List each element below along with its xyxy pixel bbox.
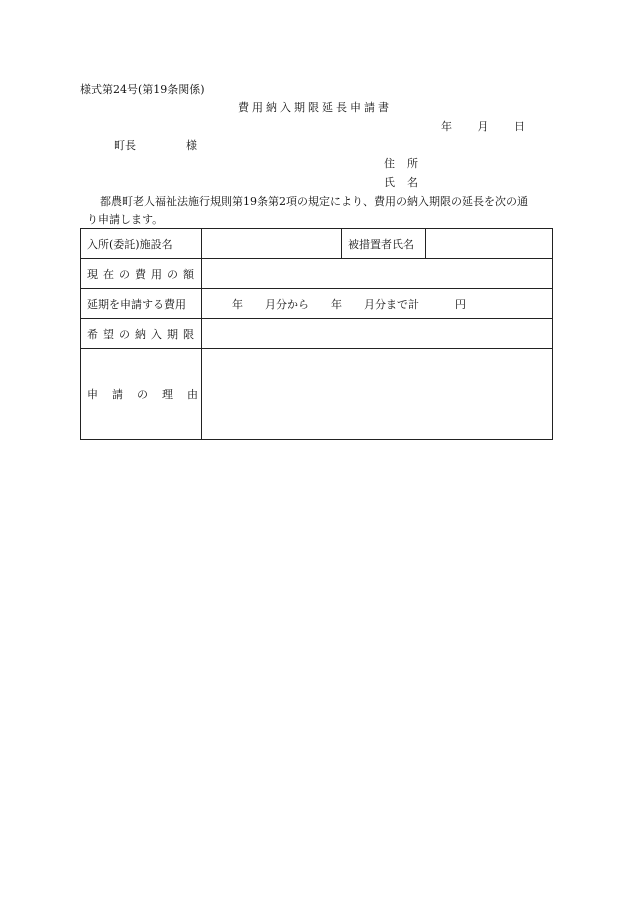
reason-field[interactable] <box>202 349 553 440</box>
extension-field[interactable] <box>202 289 553 319</box>
applicant-name-label: 氏名 <box>384 176 430 189</box>
date-day-label: 日 <box>514 120 525 133</box>
facility-label: 入所(委託)施設名 <box>81 229 202 259</box>
addressee-town: 町長 <box>114 139 136 152</box>
desired-deadline-field[interactable] <box>202 319 553 349</box>
addressee-honorific: 様 <box>186 139 197 152</box>
body-text-line2: り申請します。 <box>87 213 164 226</box>
document-title: 費用納入期限延長申請書 <box>238 101 392 114</box>
extension-to-year: 年 <box>331 297 342 311</box>
extension-from-month: 月分から <box>265 297 309 311</box>
extension-yen: 円 <box>455 297 466 311</box>
date-month-label: 月 <box>477 120 489 133</box>
desired-deadline-label: 希望の納入期限 <box>81 319 202 349</box>
resident-name-field[interactable] <box>426 229 553 259</box>
reason-label: 申請の理由 <box>81 349 202 440</box>
application-table <box>80 228 553 440</box>
applicant-address-label: 住所 <box>384 157 430 170</box>
body-text-line1: 都農町老人福祉法施行規則第19条第2項の規定により、費用の納入期限の延長を次の通 <box>100 195 528 208</box>
facility-field[interactable] <box>202 229 342 259</box>
table-row-facility <box>81 229 553 259</box>
extension-to-month: 月分まで計 <box>364 297 419 311</box>
table-row-current-fee <box>81 259 553 289</box>
extension-from-year: 年 <box>232 297 243 311</box>
table-row-desired-deadline <box>81 319 553 349</box>
form-number: 様式第24号(第19条関係) <box>80 83 205 96</box>
current-fee-label: 現在の費用の額 <box>81 259 202 289</box>
current-fee-field[interactable] <box>202 259 553 289</box>
date-year-label: 年 <box>441 120 452 133</box>
table-row-reason <box>81 349 553 440</box>
resident-name-label: 被措置者氏名 <box>342 229 426 259</box>
extension-label: 延期を申請する費用 <box>81 289 202 319</box>
date-line <box>441 120 547 134</box>
table-row-extension <box>81 289 553 319</box>
